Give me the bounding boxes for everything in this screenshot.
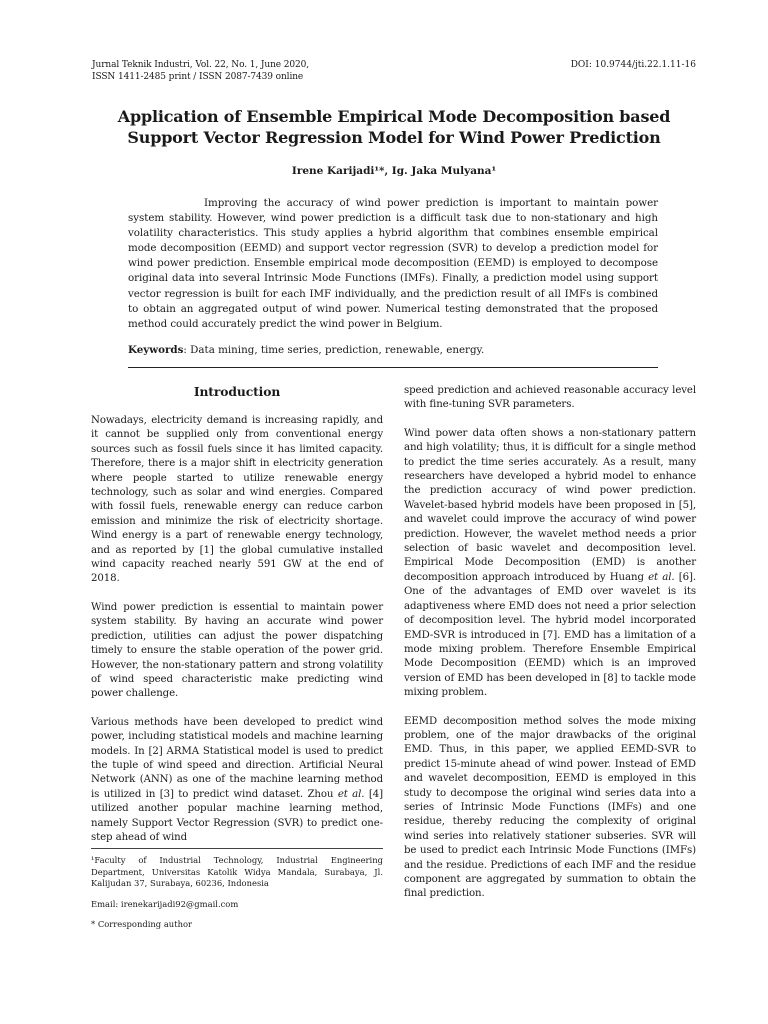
doi: DOI: 10.9744/jti.22.1.11-16	[570, 60, 696, 70]
intro-paragraph-3-emphasis: et al.	[337, 788, 365, 800]
intro-paragraph-3	[91, 716, 383, 846]
footnote	[91, 848, 383, 940]
authors: Irene Karijadi¹*, Ig. Jaka Mulyana¹	[291, 165, 497, 177]
footnote-corresponding: * Corresponding author	[91, 919, 193, 929]
intro-paragraph-5	[404, 427, 696, 701]
footnote-affiliation: ¹Faculty of Industrial Technology, Industrial Engineering Department, Universitas Katolik Widya Mandala, Surabaya, Jl. Kalijudan 37, Surabaya, 60236, Indonesia	[91, 855, 383, 888]
intro-paragraph-5-part-a: Wind power data often shows a non-stationary pattern and high volatility; thus, it is difficult for a single method to predict the time series accurately. As a result, many researchers have developed a hybrid model to enhance the prediction accuracy of wind power prediction. Wavelet-based hybrid models have been proposed in [5], and wavelet could improve the accuracy of wind power prediction. However, the wavelet method needs a prior selection of basic wavelet and decomposition level. Empirical Mode Decomposition (EMD) is another decomposition approach introduced by Huang	[404, 427, 696, 583]
keywords-label: Keywords	[128, 344, 184, 356]
intro-paragraph-6: EEMD decomposition method solves the mode mixing problem, one of the major drawbacks of the original EMD. Thus, in this paper, we applied EEMD-SVR to predict 15-minute ahead of wind power. Instead of EMD and wavelet decomposition, EEMD is employed in this study to decompose the original wind series data into a series of Intrinsic Mode Functions (IMFs) and one residue, thereby reducing the complexity of original wind series into relatively stationer subseries. SVR will be used to predict each Intrinsic Mode Functions (IMFs) and the residue. Predictions of each IMF and the residue component are aggregated by summation to obtain the final prediction.	[404, 715, 696, 900]
title-line-2: Support Vector Regression Model for Wind Power Prediction	[127, 128, 661, 147]
intro-paragraph-3-part-a: Various methods have been developed to predict wind power, including statistical models and machine learning models. In [2] ARMA Statistical model is used to predict the tuple of wind speed and direction. Artificial Neural Network (ANN) as one of the machine learning method is utilized in [3] to predict wind dataset. Zhou	[91, 716, 383, 800]
left-column	[91, 384, 383, 859]
intro-paragraph-3-part-b: [4] utilized another popular machine learning method, namely Support Vector Regression (SVR) to predict one-step ahead of wind	[91, 788, 383, 843]
footnote-email: Email: irenekarijadi92@gmail.com	[91, 898, 239, 909]
intro-paragraph-5-part-b: [6]. One of the advantages of EMD over wavelet is its adaptiveness where EMD does not need a prior selection of decomposition level. The hybrid model incorporated EMD-SVR is introduced in [7]. EMD has a limitation of a mode mixing problem. Therefore Ensemble Empirical Mode Decomposition (EEMD) which is an improved version of EMD has been developed in [8] to tackle mode mixing problem.	[404, 571, 696, 699]
journal-citation: Jurnal Teknik Industri, Vol. 22, No. 1, June 2020,	[92, 60, 310, 70]
intro-paragraph-2: Wind power prediction is essential to maintain power system stability. By having an accurate wind power prediction, utilities can adjust the power dispatching timely to ensure the stable operation of the power grid. However, the non-stationary pattern and strong volatility of wind speed characteristic make predicting wind power challenge.	[91, 601, 383, 700]
keywords	[128, 343, 658, 357]
section-heading-introduction: Introduction	[193, 384, 281, 399]
intro-paragraph-5-emphasis: et al.	[648, 571, 675, 583]
abstract-divider	[128, 367, 658, 368]
journal-info	[92, 59, 309, 83]
intro-paragraph-1: Nowadays, electricity demand is increasing rapidly, and it cannot be supplied only from conventional energy sources such as fossil fuels since it has limited capacity. Therefore, there is a major shift in electricity generation where people started to utilize renewable energy technology, such as solar and wind energies. Compared with fossil fuels, renewable energy can reduce carbon emission and minimize the risk of electricity shortage. Wind energy is a part of renewable energy technology, and as reported by [1] the global cumulative installed wind capacity reached nearly 591 GW at the end of 2018.	[91, 415, 383, 585]
abstract: Improving the accuracy of wind power prediction is important to maintain power system stability. However, wind power prediction is a difficult task due to non-stationary and high volatility characteristics. This study applies a hybrid algorithm that combines ensemble empirical mode decomposition (EEMD) and support vector regression (SVR) to develop a prediction model for wind power prediction. Ensemble empirical mode decomposition (EEMD) is employed to decompose original data into several Intrinsic Mode Functions (IMFs). Finally, a prediction model using support vector regression is built for each IMF individually, and the prediction result of all IMFs is combined to obtain an aggregated output of wind power. Numerical testing demonstrated that the proposed method could accurately predict the wind power in Belgium.	[128, 197, 658, 330]
right-column	[404, 384, 696, 916]
title-line-1: Application of Ensemble Empirical Mode Decomposition based	[117, 107, 671, 126]
journal-issn: ISSN 1411-2485 print / ISSN 2087-7439 online	[92, 72, 304, 82]
paper-title	[92, 106, 696, 148]
keywords-text: : Data mining, time series, prediction, renewable, energy.	[183, 344, 485, 356]
intro-paragraph-4: speed prediction and achieved reasonable accuracy level with fine-tuning SVR parameters.	[404, 385, 696, 411]
